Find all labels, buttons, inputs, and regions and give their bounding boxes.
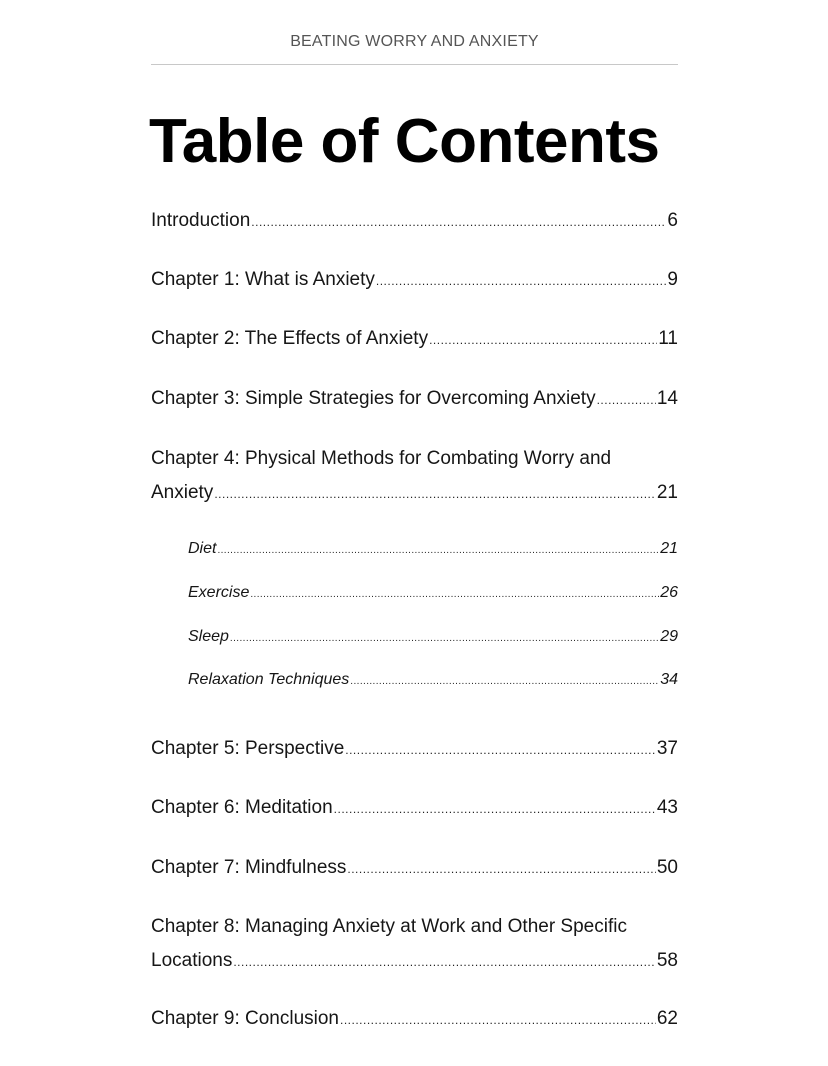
toc-entry-chapter-5[interactable]	[151, 732, 678, 766]
toc-entry-chapter-7[interactable]	[151, 851, 678, 885]
toc-page-number: 34	[660, 671, 678, 688]
toc-page-number: 26	[660, 584, 678, 601]
dot-leader	[429, 323, 657, 357]
toc-page-number: 50	[656, 857, 678, 878]
dot-leader	[597, 383, 656, 417]
toc-entry-label: Chapter 5: Perspective	[151, 738, 345, 759]
toc-subentry-label: Sleep	[188, 628, 229, 645]
toc-page-number: 58	[656, 950, 678, 971]
toc-entry-label: Locations	[151, 950, 233, 971]
toc-page-number: 21	[656, 482, 678, 503]
dot-leader	[214, 477, 656, 511]
toc-entry-chapter-2[interactable]	[151, 322, 678, 356]
toc-entry-label: Chapter 9: Conclusion	[151, 1008, 339, 1029]
dot-leader	[334, 792, 656, 826]
toc-subentry-label: Relaxation Techniques	[188, 671, 350, 688]
toc-subentry-sleep[interactable]	[188, 624, 678, 652]
toc-entry-chapter-1[interactable]	[151, 263, 678, 297]
toc-entry-chapter-9[interactable]	[151, 1002, 678, 1036]
toc-entry-label: Chapter 2: The Effects of Anxiety	[151, 328, 429, 349]
dot-leader	[350, 669, 659, 695]
toc-page-number: 29	[660, 628, 678, 645]
toc-entry-introduction[interactable]	[151, 204, 678, 238]
toc-subentry-exercise[interactable]	[188, 580, 678, 608]
toc-entry-chapter-6[interactable]	[151, 791, 678, 825]
toc-subentry-relaxation-techniques[interactable]	[188, 667, 678, 695]
toc-entry-label: Chapter 6: Meditation	[151, 797, 333, 818]
toc-subentry-label: Exercise	[188, 584, 250, 601]
toc-page-number: 62	[656, 1008, 678, 1029]
dot-leader	[340, 1003, 656, 1037]
toc-subentry-diet[interactable]	[188, 536, 678, 564]
toc-page-number: 37	[656, 738, 678, 759]
dot-leader	[376, 264, 667, 298]
dot-leader	[217, 538, 659, 564]
toc-page-number: 14	[656, 388, 678, 409]
toc-entry-label: Chapter 3: Simple Strategies for Overcoming Anxiety	[151, 388, 596, 409]
toc-entry-chapter-3[interactable]	[151, 382, 678, 416]
page-title: Table of Contents	[149, 107, 660, 176]
toc-entry-label-line1: Chapter 4: Physical Methods for Combating Worry and	[151, 448, 612, 469]
toc-entry-label: Anxiety	[151, 482, 214, 503]
header-divider	[151, 64, 678, 65]
toc-entry-chapter-8[interactable]	[151, 910, 678, 978]
toc-page-number: 9	[667, 269, 678, 290]
dot-leader	[233, 945, 656, 979]
toc-page-number: 21	[660, 540, 678, 557]
toc-entry-chapter-4[interactable]	[151, 442, 678, 510]
toc-entry-label: Chapter 1: What is Anxiety	[151, 269, 375, 290]
toc-entry-label-line1: Chapter 8: Managing Anxiety at Work and Other Specific	[151, 916, 627, 937]
dot-leader	[251, 205, 666, 239]
dot-leader	[230, 626, 659, 652]
toc-entry-label: Introduction	[151, 210, 251, 231]
toc-page-number: 11	[658, 328, 678, 349]
dot-leader	[347, 852, 655, 886]
dot-leader	[250, 582, 659, 608]
toc-page-number: 43	[656, 797, 678, 818]
running-header: BEATING WORRY AND ANXIETY	[290, 33, 539, 50]
dot-leader	[345, 733, 656, 767]
toc-entry-label: Chapter 7: Mindfulness	[151, 857, 347, 878]
toc-subentry-label: Diet	[188, 540, 217, 557]
toc-page-number: 6	[667, 210, 678, 231]
